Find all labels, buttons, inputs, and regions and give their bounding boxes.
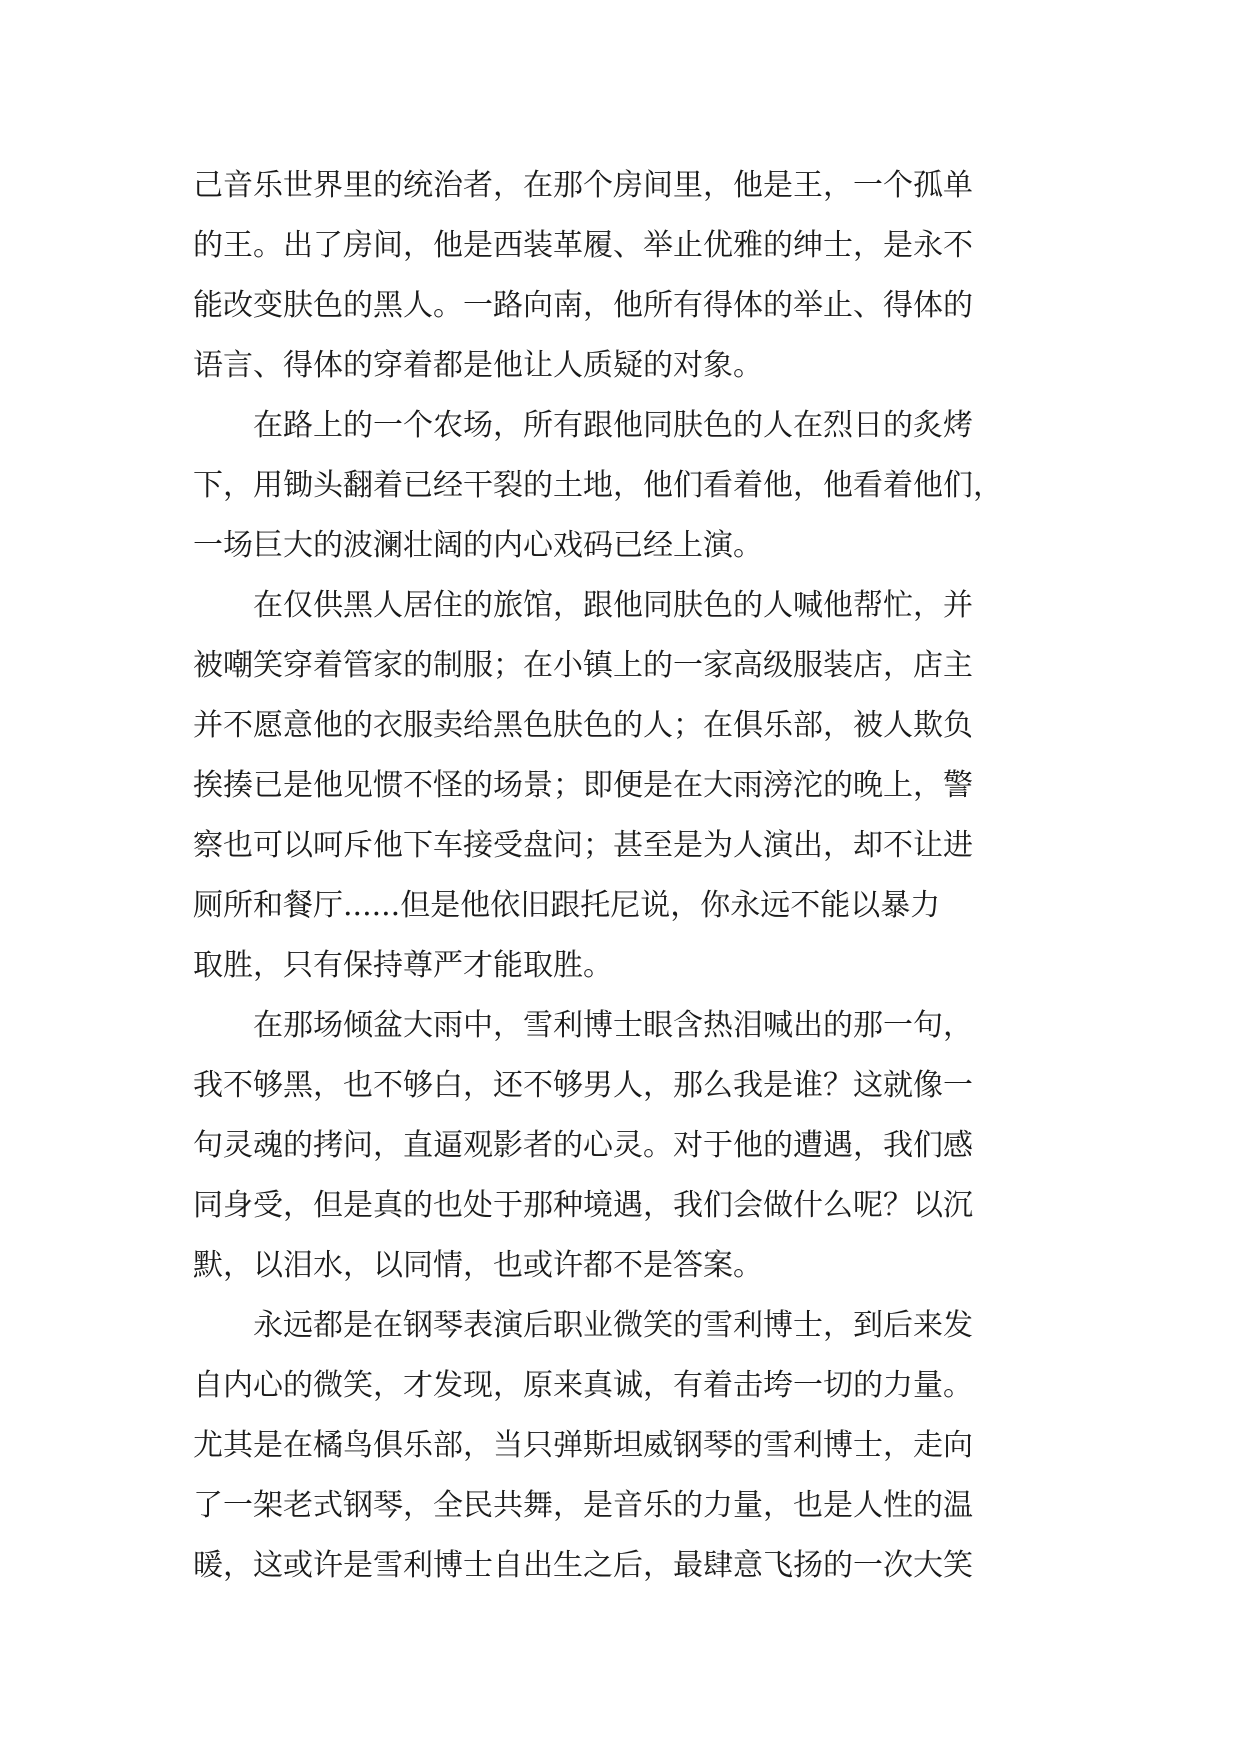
text-line: 下，用锄头翻着已经干裂的土地，他们看着他，他看着他们， xyxy=(193,468,1003,503)
text-line: 一场巨大的波澜壮阔的内心戏码已经上演。 xyxy=(193,528,763,563)
text-line: 挨揍已是他见惯不怪的场景；即便是在大雨滂沱的晚上，警 xyxy=(193,768,973,803)
text-line: 取胜，只有保持尊严才能取胜。 xyxy=(193,948,613,983)
text-line: 在那场倾盆大雨中，雪利博士眼含热泪喊出的那一句， xyxy=(193,1008,973,1043)
text-line: 自内心的微笑，才发现，原来真诚，有着击垮一切的力量。 xyxy=(193,1368,973,1403)
text-line: 永远都是在钢琴表演后职业微笑的雪利博士，到后来发 xyxy=(193,1308,973,1343)
text-line: 被嘲笑穿着管家的制服；在小镇上的一家高级服装店，店主 xyxy=(193,648,973,683)
text-line: 同身受，但是真的也处于那种境遇，我们会做什么呢？以沉 xyxy=(193,1188,973,1223)
body-text xyxy=(193,156,1063,1596)
text-line: 的王。出了房间，他是西装革履、举止优雅的绅士，是永不 xyxy=(193,228,973,263)
text-line: 在仅供黑人居住的旅馆，跟他同肤色的人喊他帮忙，并 xyxy=(193,588,973,623)
text-line: 默，以泪水，以同情，也或许都不是答案。 xyxy=(193,1248,763,1283)
text-line: 在路上的一个农场，所有跟他同肤色的人在烈日的炙烤 xyxy=(193,408,973,443)
text-line: 厕所和餐厅......但是他依旧跟托尼说，你永远不能以暴力 xyxy=(193,888,941,923)
text-line: 察也可以呵斥他下车接受盘问；甚至是为人演出，却不让进 xyxy=(193,828,973,863)
text-line: 了一架老式钢琴，全民共舞，是音乐的力量，也是人性的温 xyxy=(193,1488,973,1523)
text-line: 尤其是在橘鸟俱乐部，当只弹斯坦威钢琴的雪利博士，走向 xyxy=(193,1428,973,1463)
text-line: 语言、得体的穿着都是他让人质疑的对象。 xyxy=(193,348,763,383)
text-line: 暖，这或许是雪利博士自出生之后，最肆意飞扬的一次大笑 xyxy=(193,1548,973,1583)
text-line: 己音乐世界里的统治者，在那个房间里，他是王，一个孤单 xyxy=(193,168,973,203)
text-line: 句灵魂的拷问，直逼观影者的心灵。对于他的遭遇，我们感 xyxy=(193,1128,973,1163)
text-line: 我不够黑，也不够白，还不够男人，那么我是谁？这就像一 xyxy=(193,1068,973,1103)
text-line: 并不愿意他的衣服卖给黑色肤色的人；在俱乐部，被人欺负 xyxy=(193,708,973,743)
text-line: 能改变肤色的黑人。一路向南，他所有得体的举止、得体的 xyxy=(193,288,973,323)
